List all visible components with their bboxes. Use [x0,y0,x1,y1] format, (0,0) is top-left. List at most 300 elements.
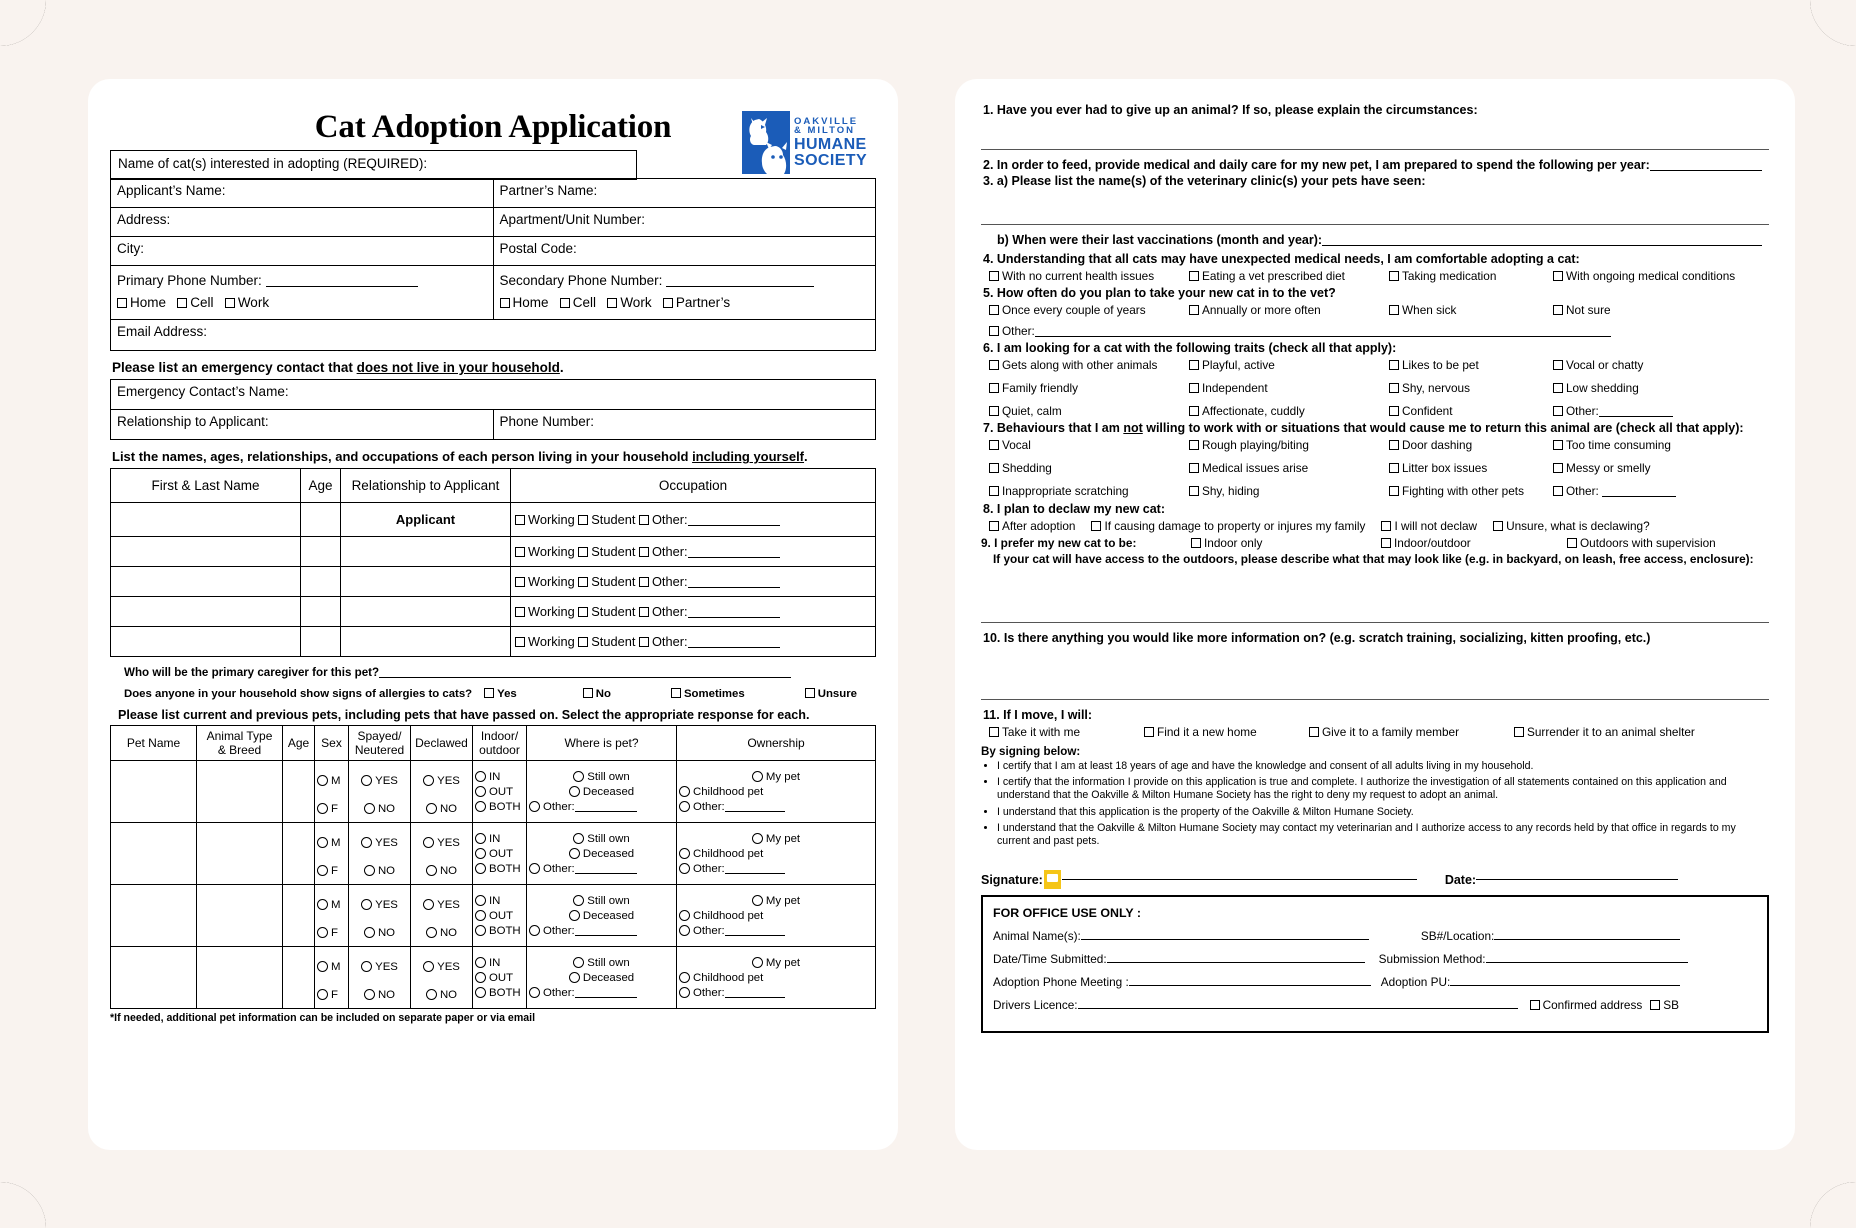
checkbox-q4-ongoing-conditions[interactable] [1553,271,1563,281]
pet-indoor-cell[interactable] [473,761,527,823]
radio-both[interactable] [475,987,486,998]
label-working: Working [528,634,575,650]
secondary-phone-cell[interactable] [493,266,876,320]
radio-declawed-no[interactable] [426,927,437,938]
office-adoption-pu-input[interactable] [1450,985,1680,986]
radio-sex-m[interactable] [317,961,328,972]
postal-code-field[interactable] [493,237,876,266]
checkbox-sb[interactable] [1650,1000,1660,1010]
pet-where-cell[interactable] [527,823,677,885]
checkbox-secondary-work[interactable] [607,298,617,308]
input-q5-other[interactable] [1035,336,1611,337]
occupation-other-input[interactable] [688,647,780,648]
household-relationship-cell[interactable] [341,567,511,597]
radio-declawed-no[interactable] [426,865,437,876]
checkbox-q9-indoor-only[interactable] [1191,538,1201,548]
household-age-cell[interactable] [301,627,341,657]
radio-out[interactable] [475,972,486,983]
radio-out[interactable] [475,786,486,797]
label-in: IN [489,832,501,845]
col-declawed: Declawed [411,726,473,761]
address-field[interactable] [111,208,494,237]
pet-declawed-cell[interactable] [411,947,473,1009]
radio-spayed-no[interactable] [364,865,375,876]
radio-declawed-yes[interactable] [423,775,434,786]
table-row [111,537,876,567]
household-age-cell[interactable] [301,503,341,537]
label-q8-1: If causing damage to property or injures my family [1104,519,1366,533]
address-label: Address: [117,212,171,228]
col-age: Age [301,469,341,503]
occupation-other-input[interactable] [688,525,780,526]
household-name-cell[interactable] [111,597,301,627]
radio-deceased[interactable] [569,972,580,983]
checkbox-secondary-home[interactable] [500,298,510,308]
checkbox-other[interactable] [639,547,649,557]
answer-input-q2[interactable] [1650,170,1762,171]
label-q7-2-3: Other: [1566,484,1603,498]
household-occupation-cell[interactable] [511,627,876,657]
pet-ownership-cell[interactable] [677,761,876,823]
radio-sex-f[interactable] [317,803,328,814]
occupation-other-input[interactable] [688,557,780,558]
pet-name-cell[interactable] [111,823,197,885]
radio-out[interactable] [475,910,486,921]
logo-line-1: OAKVILLE [794,115,859,127]
answer-line-q9[interactable] [981,622,1769,623]
checkbox-working[interactable] [515,515,525,525]
checkbox-q7-rough-playing[interactable] [1189,440,1199,450]
radio-both[interactable] [475,801,486,812]
radio-ownership-other[interactable] [679,925,690,936]
office-phone-meeting-input[interactable] [1129,985,1371,986]
checkbox-other[interactable] [639,607,649,617]
label-ownership-other: Other: [693,862,725,875]
apartment-field[interactable] [493,208,876,237]
radio-my-pet[interactable] [752,957,763,968]
pet-indoor-cell[interactable] [473,885,527,947]
checkbox-q6-vocal[interactable] [1553,360,1563,370]
household-relationship-cell[interactable] [341,627,511,657]
where-other-input[interactable] [575,997,637,998]
checkbox-allergy-unsure[interactable] [805,688,815,698]
radio-my-pet[interactable] [752,895,763,906]
radio-declawed-yes[interactable] [423,837,434,848]
checkbox-working[interactable] [515,577,525,587]
checkbox-primary-work[interactable] [225,298,235,308]
radio-both[interactable] [475,863,486,874]
applicant-info-table [110,178,876,351]
checkbox-q11-surrender[interactable] [1514,727,1524,737]
radio-out[interactable] [475,848,486,859]
household-occupation-cell[interactable] [511,597,876,627]
radio-still-own[interactable] [573,771,584,782]
checkbox-q6-family-friendly[interactable] [989,383,999,393]
checkbox-q5-other[interactable] [989,326,999,336]
pet-name-cell[interactable] [111,885,197,947]
signature-input[interactable] [1062,879,1417,880]
label-deceased: Deceased [582,785,635,798]
household-occupation-cell[interactable] [511,537,876,567]
pet-name-cell[interactable] [111,947,197,1009]
checkbox-student[interactable] [578,607,588,617]
primary-phone-input[interactable] [266,286,418,287]
checkbox-student[interactable] [578,637,588,647]
radio-sex-f[interactable] [317,865,328,876]
where-other-input[interactable] [575,873,637,874]
pet-spayed-cell[interactable] [349,947,411,1009]
input-q7-other[interactable] [1602,496,1676,497]
household-age-cell[interactable] [301,567,341,597]
radio-still-own[interactable] [573,833,584,844]
radio-childhood-pet[interactable] [679,910,690,921]
radio-ownership-other[interactable] [679,801,690,812]
table-row [111,947,876,1009]
radio-deceased[interactable] [569,848,580,859]
checkbox-q6-affectionate[interactable] [1189,406,1199,416]
question-3a: 3. a) Please list the name(s) of the veterinary clinic(s) your pets have seen: [983,174,1426,188]
household-relationship-cell[interactable] [341,597,511,627]
label-deceased: Deceased [582,847,635,860]
checkbox-q4-no-health-issues[interactable] [989,271,999,281]
checkbox-working[interactable] [515,637,525,647]
radio-declawed-yes[interactable] [423,899,434,910]
checkbox-allergy-yes[interactable] [484,688,494,698]
table-row [111,266,876,320]
checkbox-working[interactable] [515,547,525,557]
pet-where-cell[interactable] [527,947,677,1009]
office-animal-names-input[interactable] [1081,939,1369,940]
checkbox-allergy-sometimes[interactable] [671,688,681,698]
checkbox-secondary-cell[interactable] [560,298,570,308]
pet-spayed-cell[interactable] [349,885,411,947]
label-q7-0-0: Vocal [1002,438,1031,452]
checkbox-q6-likes-pet[interactable] [1389,360,1399,370]
checkbox-q6-independent[interactable] [1189,383,1199,393]
pet-breed-cell[interactable] [197,947,283,1009]
office-drivers-licence-label: Drivers Licence: [993,998,1078,1013]
label-q5-other: Other: [1002,324,1035,338]
pet-sex-cell[interactable] [315,885,349,947]
pet-age-cell[interactable] [283,823,315,885]
label-q11-2: Give it to a family member [1322,725,1460,739]
input-q6-other[interactable] [1599,416,1673,417]
emergency-name-field[interactable] [111,380,876,410]
office-submission-method-input[interactable] [1486,962,1688,963]
label-q5-2: When sick [1402,303,1457,317]
radio-deceased[interactable] [569,910,580,921]
date-label: Date: [1444,872,1477,887]
question-4: 4. Understanding that all cats may have unexpected medical needs, I am comfortable adopting a cat: [983,252,1580,266]
checkbox-q7-fighting[interactable] [1389,486,1399,496]
ownership-other-input[interactable] [725,811,785,812]
radio-childhood-pet[interactable] [679,848,690,859]
primary-phone-cell[interactable] [111,266,494,320]
radio-spayed-yes[interactable] [361,899,372,910]
checkbox-q9-indoor-outdoor[interactable] [1381,538,1391,548]
pet-spayed-cell[interactable] [349,823,411,885]
radio-sex-f[interactable] [317,927,328,938]
checkbox-q11-family-member[interactable] [1309,727,1319,737]
pet-declawed-cell[interactable] [411,823,473,885]
ownership-other-input[interactable] [725,997,785,998]
checkbox-q7-time-consuming[interactable] [1553,440,1563,450]
radio-where-other[interactable] [529,925,540,936]
pet-age-cell[interactable] [283,761,315,823]
pet-sex-cell[interactable] [315,823,349,885]
radio-in[interactable] [475,833,486,844]
pet-where-cell[interactable] [527,885,677,947]
radio-spayed-no[interactable] [364,989,375,1000]
label-q11-3: Surrender it to an animal shelter [1527,725,1695,739]
radio-where-other[interactable] [529,987,540,998]
checkbox-other[interactable] [639,577,649,587]
pet-name-cell[interactable] [111,761,197,823]
caregiver-input[interactable] [379,677,791,678]
checkbox-q6-low-shedding[interactable] [1553,383,1563,393]
checkbox-q7-vocal[interactable] [989,440,999,450]
checkbox-q7-messy-smelly[interactable] [1553,463,1563,473]
checkbox-q6-quiet-calm[interactable] [989,406,999,416]
checkbox-q8-causing-damage[interactable] [1091,521,1101,531]
household-name-cell[interactable] [111,537,301,567]
office-date-submitted-input[interactable] [1107,962,1365,963]
radio-spayed-yes[interactable] [361,775,372,786]
checkbox-q7-other[interactable] [1553,486,1563,496]
question-9: 9. I prefer my new cat to be: [981,536,1137,550]
office-drivers-licence-input[interactable] [1078,1008,1518,1009]
radio-in[interactable] [475,895,486,906]
household-name-cell[interactable] [111,503,301,537]
checkbox-q7-scratching[interactable] [989,486,999,496]
where-other-input[interactable] [575,935,637,936]
checkbox-q8-after-adoption[interactable] [989,521,999,531]
radio-in[interactable] [475,957,486,968]
office-animal-names-label: Animal Name(s): [993,929,1081,944]
pet-where-cell[interactable] [527,761,677,823]
radio-spayed-yes[interactable] [361,837,372,848]
email-label: Email Address: [117,324,208,340]
office-row-date-submitted [993,952,1757,966]
label-in: IN [489,770,501,783]
emergency-relationship-field[interactable] [111,410,494,440]
pet-ownership-cell[interactable] [677,947,876,1009]
pets-table-body [111,761,876,1009]
label-working: Working [528,574,575,590]
checkbox-q6-playful[interactable] [1189,360,1199,370]
emergency-phone-field[interactable] [493,410,876,440]
checkbox-q8-unsure[interactable] [1493,521,1503,531]
household-age-cell[interactable] [301,537,341,567]
label-working: Working [528,544,575,560]
radio-my-pet[interactable] [752,771,763,782]
checkbox-q7-medical-issues[interactable] [1189,463,1199,473]
label-q6-2-0: Quiet, calm [1002,404,1062,418]
checkbox-q6-shy-nervous[interactable] [1389,383,1399,393]
pet-sex-cell[interactable] [315,947,349,1009]
radio-declawed-no[interactable] [426,989,437,1000]
checkbox-allergy-no[interactable] [583,688,593,698]
checkbox-q7-litter-box[interactable] [1389,463,1399,473]
radio-where-other[interactable] [529,863,540,874]
emergency-relationship-label: Relationship to Applicant: [117,414,269,430]
question-7 [983,421,1769,435]
label-spayed-no: NO [377,803,396,816]
answer-line-q10[interactable] [981,699,1769,700]
pet-spayed-cell[interactable] [349,761,411,823]
page-corner-top-right [1810,0,1856,46]
pet-sex-cell[interactable] [315,761,349,823]
signature-annotation-icon[interactable] [1044,870,1061,889]
radio-ownership-other[interactable] [679,987,690,998]
label-both: BOTH [489,986,521,999]
label-other: Other: [651,574,688,590]
radio-sex-m[interactable] [317,775,328,786]
label-both: BOTH [489,800,521,813]
household-occupation-cell[interactable] [511,567,876,597]
radio-where-other[interactable] [529,801,540,812]
checkbox-q6-other[interactable] [1553,406,1563,416]
ownership-other-input[interactable] [725,873,785,874]
checkbox-other[interactable] [639,515,649,525]
question-8-options [989,519,1769,533]
household-name-cell[interactable] [111,567,301,597]
checkbox-secondary-partner[interactable] [663,298,673,308]
checkbox-student[interactable] [578,577,588,587]
cat-name-field[interactable] [110,150,637,180]
checkbox-q8-will-not-declaw[interactable] [1381,521,1391,531]
checkbox-q5-annually[interactable] [1189,305,1199,315]
radio-spayed-yes[interactable] [361,961,372,972]
allergy-question-label: Does anyone in your household show signs of allergies to cats? [124,688,473,701]
checkbox-q4-medication[interactable] [1389,271,1399,281]
checkbox-q9-outdoors-supervision[interactable] [1567,538,1577,548]
radio-spayed-no[interactable] [364,927,375,938]
checkbox-primary-home[interactable] [117,298,127,308]
radio-declawed-yes[interactable] [423,961,434,972]
pet-ownership-cell[interactable] [677,823,876,885]
pet-breed-cell[interactable] [197,823,283,885]
pet-age-cell[interactable] [283,885,315,947]
radio-still-own[interactable] [573,895,584,906]
label-q7-0-3: Too time consuming [1566,438,1671,452]
col-indoor-outdoor: Indoor/ outdoor [473,726,527,761]
radio-childhood-pet[interactable] [679,972,690,983]
label-sex-f: F [331,989,338,1002]
office-heading: FOR OFFICE USE ONLY : [993,906,1142,921]
radio-deceased[interactable] [569,786,580,797]
pet-declawed-cell[interactable] [411,885,473,947]
household-relationship-cell[interactable] [341,537,511,567]
radio-sex-m[interactable] [317,837,328,848]
label-allergy-no: No [595,688,611,701]
office-adoption-pu-label: Adoption PU: [1380,975,1451,990]
checkbox-q5-not-sure[interactable] [1553,305,1563,315]
checkbox-q11-new-home[interactable] [1144,727,1154,737]
checkbox-q7-shedding[interactable] [989,463,999,473]
email-field[interactable] [111,320,876,351]
radio-sex-m[interactable] [317,899,328,910]
checkbox-primary-cell[interactable] [177,298,187,308]
applicant-name-field[interactable] [111,179,494,208]
answer-line-q3a[interactable] [981,224,1769,225]
pet-indoor-cell[interactable] [473,947,527,1009]
checkbox-q4-vet-diet[interactable] [1189,271,1199,281]
checkbox-q11-take-with-me[interactable] [989,727,999,737]
checkbox-working[interactable] [515,607,525,617]
pet-declawed-cell[interactable] [411,761,473,823]
radio-in[interactable] [475,771,486,782]
label-ownership-other: Other: [693,986,725,999]
household-age-cell[interactable] [301,597,341,627]
occupation-other-input[interactable] [688,587,780,588]
checkbox-q6-gets-along[interactable] [989,360,999,370]
secondary-phone-input[interactable] [666,286,814,287]
label-q6-0-1: Playful, active [1202,358,1275,372]
pet-ownership-cell[interactable] [677,885,876,947]
checkbox-q7-shy-hiding[interactable] [1189,486,1199,496]
radio-my-pet[interactable] [752,833,763,844]
city-field[interactable] [111,237,494,266]
radio-still-own[interactable] [573,957,584,968]
answer-line-q1[interactable] [981,149,1769,150]
household-name-cell[interactable] [111,627,301,657]
radio-declawed-no[interactable] [426,803,437,814]
checkbox-confirmed-address[interactable] [1530,1000,1540,1010]
checkbox-student[interactable] [578,547,588,557]
label-q9-0: Indoor only [1204,536,1263,550]
checkbox-q6-confident[interactable] [1389,406,1399,416]
pet-age-cell[interactable] [283,947,315,1009]
checkbox-q5-couple-years[interactable] [989,305,999,315]
signature-row [981,870,1769,889]
checkbox-q5-when-sick[interactable] [1389,305,1399,315]
pet-indoor-cell[interactable] [473,823,527,885]
date-input[interactable] [1476,879,1678,880]
label-q6-1-3: Low shedding [1566,381,1639,395]
primary-phone-label: Primary Phone Number: [117,273,262,289]
partner-name-field[interactable] [493,179,876,208]
radio-sex-f[interactable] [317,989,328,1000]
label-spayed-yes: YES [375,775,398,788]
where-other-input[interactable] [575,811,637,812]
table-row [111,380,876,410]
checkbox-student[interactable] [578,515,588,525]
label-declawed-yes: YES [437,899,460,912]
household-occupation-cell[interactable] [511,503,876,537]
radio-ownership-other[interactable] [679,863,690,874]
occupation-other-input[interactable] [688,617,780,618]
checkbox-q7-door-dashing[interactable] [1389,440,1399,450]
ownership-other-input[interactable] [725,935,785,936]
radio-both[interactable] [475,925,486,936]
pet-breed-cell[interactable] [197,761,283,823]
radio-spayed-no[interactable] [364,803,375,814]
checkbox-other[interactable] [639,637,649,647]
page-corner-bottom-left [0,1182,46,1228]
answer-input-q3b[interactable] [1322,245,1762,246]
table-row [111,320,876,351]
label-in: IN [489,894,501,907]
radio-childhood-pet[interactable] [679,786,690,797]
label-allergy-sometimes: Sometimes [683,688,745,701]
label-q6-2-1: Affectionate, cuddly [1202,404,1305,418]
label-allergy-yes: Yes [497,688,517,701]
question-3b-label: b) When were their last vaccinations (month and year): [997,233,1323,247]
office-sb-location-input[interactable] [1494,939,1680,940]
office-row-animal-names [993,929,1757,943]
pet-breed-cell[interactable] [197,885,283,947]
